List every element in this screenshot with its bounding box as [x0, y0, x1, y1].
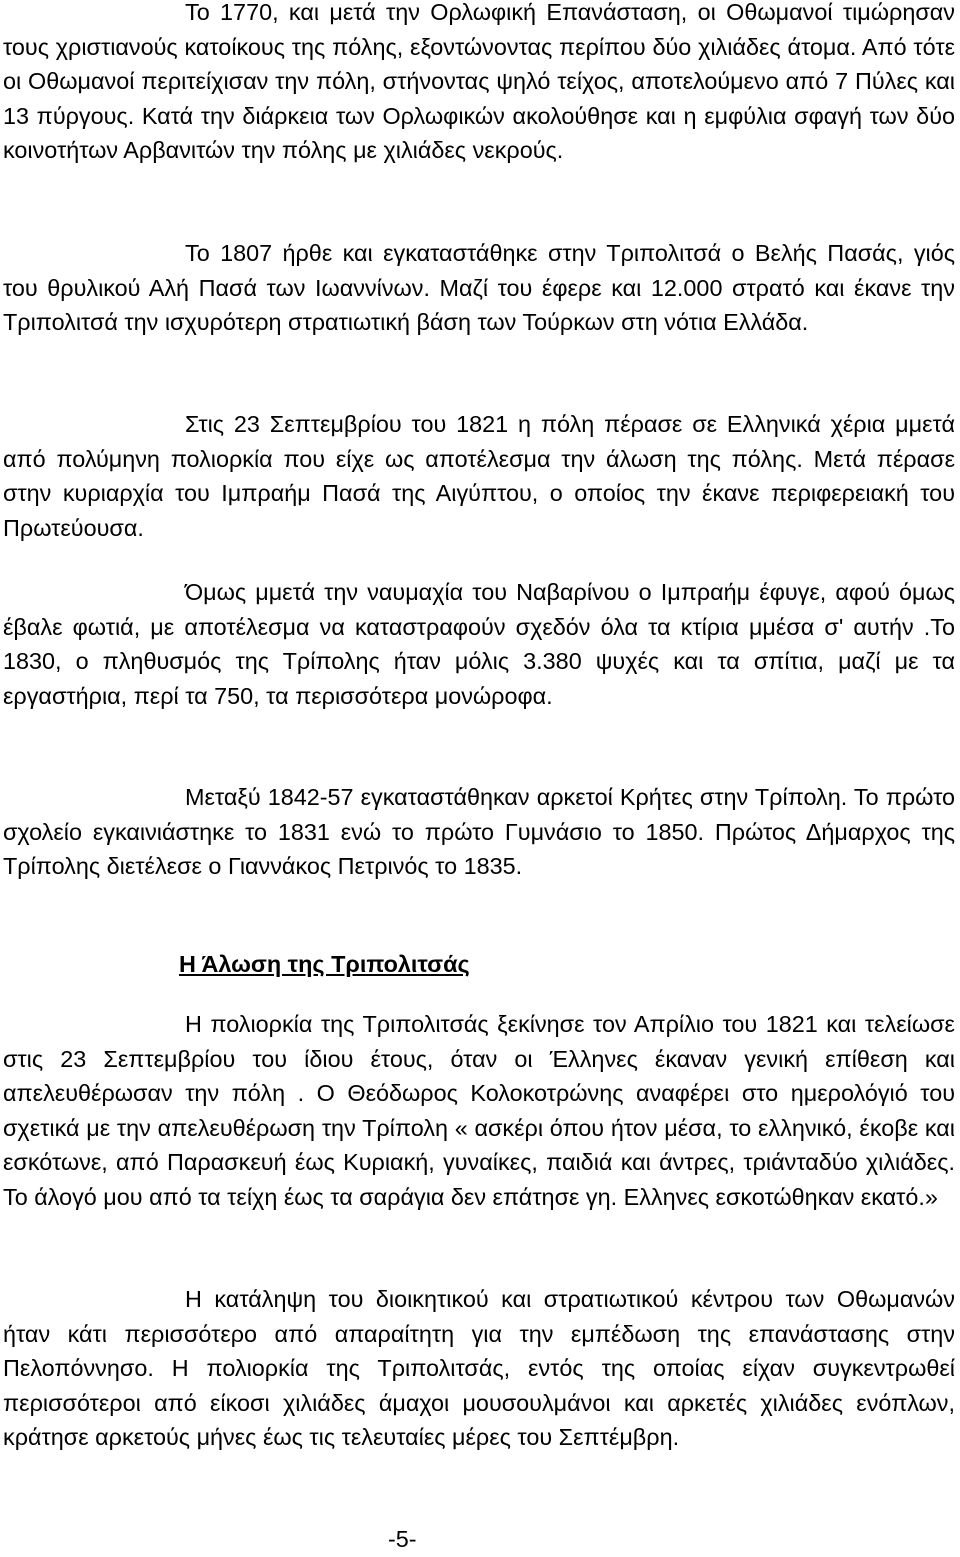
- section-heading: Η Άλωση της Τριπολιτσάς: [179, 951, 470, 977]
- paragraph-1821-capture: Στις 23 Σεπτεμβρίου του 1821 η πόλη πέρασε σε Ελληνικά χέρια μμετά από πολύμηνη πολιορκία που είχε ως αποτέλεσμα την άλωση της πόλης. Μετά πέρασε στην κυριαρχία του Ιμπραήμ Πασά της Αιγύπτου, ο οποίος την έκανε περιφερειακή του Πρωτεύουσα.: [3, 411, 955, 541]
- paragraph-navarino: Όμως μμετά την ναυμαχία του Ναβαρίνου ο Ιμπραήμ έφυγε, αφού όμως έβαλε φωτιά, με αποτέλεσμα να καταστραφούν σχεδόν όλα τα κτίρια μμέσα σ' αυτήν .Το 1830, ο πληθυσμός της Τρίπολης ήταν μόλις 3.380 ψυχές και τα σπίτια, μαζί με τα εργαστήρια, περί τα 750, τα περισσότερα μονώροφα.: [3, 579, 955, 709]
- paragraph-cretans-settlement: Μεταξύ 1842-57 εγκαταστάθηκαν αρκετοί Κρήτες στην Τρίπολη. Το πρώτο σχολείο εγκαινιάστηκε το 1831 ενώ το πρώτο Γυμνάσιο το 1850. Πρώτος Δήμαρχος της Τρίπολης διετέλεσε ο Γιαννάκος Πετρινός το 1835.: [3, 784, 955, 879]
- paragraph-siege: Η πολιορκία της Τριπολιτσάς ξεκίνησε τον Απρίλιο του 1821 και τελείωσε στις 23 Σεπτεμβρίου του ίδιου έτους, όταν οι Έλληνες έκαναν γενική επίθεση και απελευθέρωσαν την πόλη . Ο Θεόδωρος Κολοκοτρώνης αναφέρει στο ημερολόγιό του σχετικά με την απελευθέρωση την Τρίπολη « ασκέρι όπου ήτον μέσα, το ελληνικό, έκοβε και εσκότωνε, από Παρασκευή έως Κυριακή, γυναίκες, παιδιά και άντρες, τριάνταδύο χιλιάδες. Το άλογό μου από τα τείχη έως τα σαράγια δεν επάτησε γη. Ελληνες εσκοτώθηκαν εκατό.»: [3, 1011, 955, 1210]
- paragraph-orlov-revolt: Το 1770, και μετά την Ορλωφική Επανάσταση, οι Οθωμανοί τιμώρησαν τους χριστιανούς κατοίκους της πόλης, εξοντώνοντας περίπου δύο χιλιάδες άτομα. Από τότε οι Οθωμανοί περιτείχισαν την πόλη, στήνοντας ψηλό τείχος, αποτελούμενο από 7 Πύλες και 13 πύργους. Κατά την διάρκεια των Ορλωφικών ακολούθησε και η εμφύλια σφαγή των δύο κοινοτήτων Αρβανιτών την πόλης με χιλιάδες νεκρούς.: [3, 0, 955, 163]
- paragraph-capture-importance: Η κατάληψη του διοικητικού και στρατιωτικού κέντρου των Οθωμανών ήταν κάτι περισσότερο από απαραίτητη για την εμπέδωση της επανάστασης στην Πελοπόννησο. Η πολιορκία της Τριπολιτσάς, εντός της οποίας είχαν συγκεντρωθεί περισσότεροι από είκοσι χιλιάδες άμαχοι μουσουλμάνοι και αρκετές χιλιάδες ενόπλων, κράτησε αρκετούς μήνες έως τις τελευταίες μέρες του Σεπτέμβρη.: [3, 1286, 955, 1450]
- page-number: -5-: [388, 1526, 417, 1552]
- paragraph-veli-pasha: Το 1807 ήρθε και εγκαταστάθηκε στην Τριπολιτσά ο Βελής Πασάς, γιός του θρυλικού Αλή Πασά των Ιωαννίνων. Μαζί του έφερε και 12.000 στρατό και έκανε την Τριπολιτσά την ισχυρότερη στρατιωτική βάση των Τούρκων στη νότια Ελλάδα.: [3, 240, 955, 335]
